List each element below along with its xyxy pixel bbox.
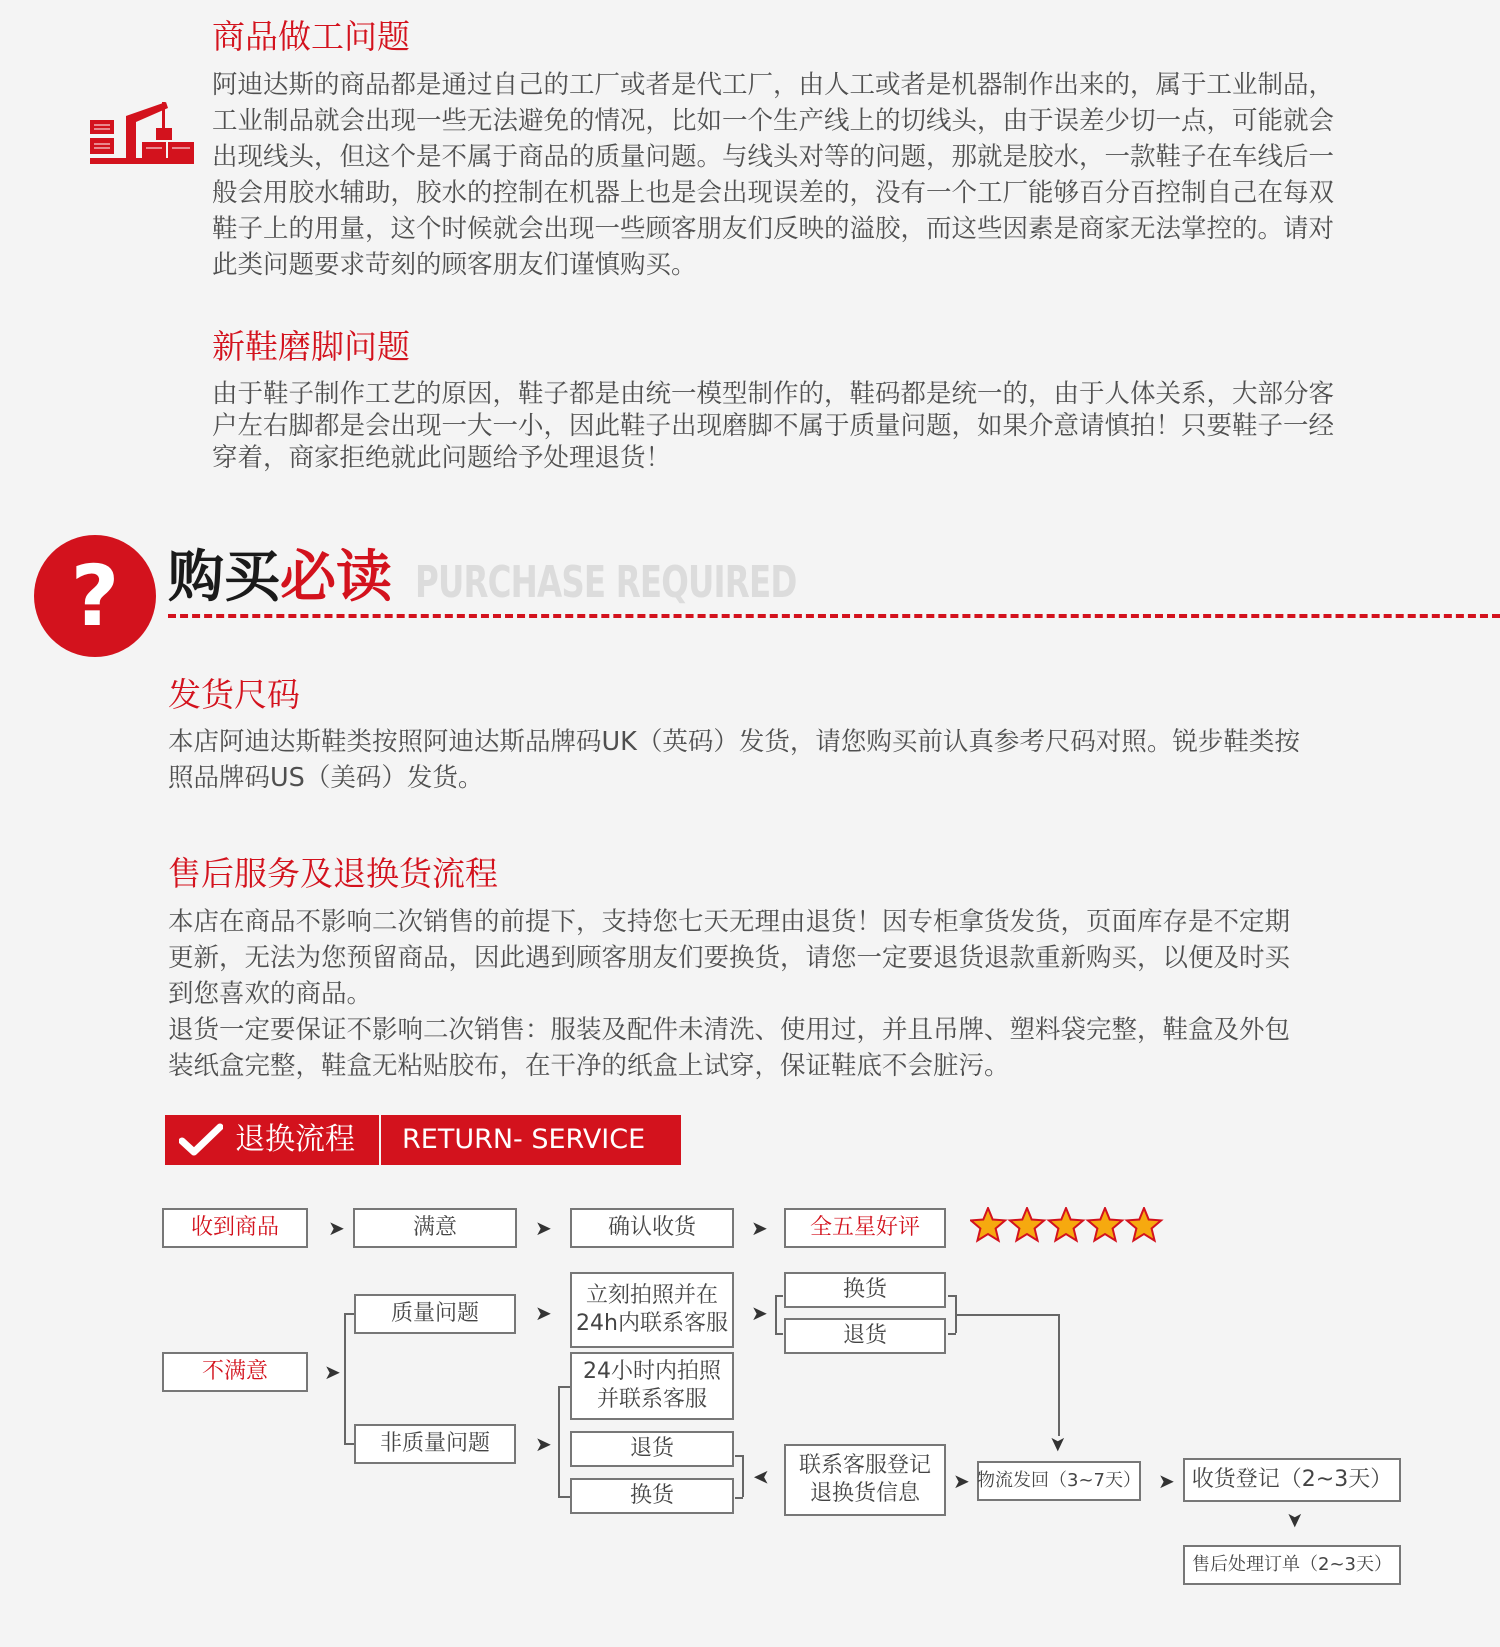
flow-register-service xyxy=(784,1444,946,1516)
paragraph-line: 穿着，商家拒绝就此问题给予处理退货！ xyxy=(212,443,672,473)
flow-photo-24h-line1: 立刻拍照并在 xyxy=(585,1283,718,1308)
section-title-new-shoe-rubbing: 新鞋磨脚问题 xyxy=(212,327,410,366)
flow-receipt-register: 收货登记（2~3天） xyxy=(1183,1458,1401,1502)
paragraph-line: 此类问题要求苛刻的顾客朋友们谨慎购买。 xyxy=(212,250,697,280)
purchase-required-title xyxy=(168,545,392,611)
flow-quality-issue: 质量问题 xyxy=(354,1294,516,1334)
bracket-line xyxy=(558,1386,570,1388)
section-body-after-sales xyxy=(168,904,1468,1084)
flow-five-star-review: 全五星好评 xyxy=(784,1208,946,1248)
arrow-left-icon: ➤ xyxy=(753,1466,770,1490)
arrow-right-icon: ➤ xyxy=(535,1432,552,1456)
branch-line xyxy=(344,1313,346,1443)
bracket-line xyxy=(735,1455,743,1457)
star-icon xyxy=(1049,1208,1083,1241)
flow-photo-in-24h-line1: 24小时内拍照 xyxy=(583,1359,721,1384)
star-icon xyxy=(1010,1208,1044,1241)
section-title-workmanship: 商品做工问题 xyxy=(212,17,410,56)
paragraph-line: 出现线头，但这个是不属于商品的质量问题。与线头对等的问题，那就是胶水，一款鞋子在车线后一 xyxy=(212,142,1335,172)
section-body-new-shoe-rubbing xyxy=(212,378,1462,474)
bracket-line xyxy=(775,1295,783,1297)
paragraph-line: 由于鞋子制作工艺的原因，鞋子都是由统一模型制作的，鞋码都是统一的，由于人体关系，大部分客 xyxy=(212,379,1335,409)
flow-refund: 退货 xyxy=(784,1318,946,1354)
bracket-line xyxy=(558,1496,570,1498)
purchase-required-english: PURCHASE REQUIRED xyxy=(415,557,797,608)
question-mark-icon: ? xyxy=(34,535,156,657)
arrow-right-icon: ➤ xyxy=(953,1469,970,1493)
title-part-purchase: 购买 xyxy=(168,545,280,610)
paragraph-line: 本店阿迪达斯鞋类按照阿迪达斯品牌码UK（英码）发货，请您购买前认真参考尺码对照。锐步鞋类按 xyxy=(168,727,1300,757)
banner-en-label: RETURN- SERVICE xyxy=(402,1124,646,1155)
branch-line xyxy=(344,1443,354,1445)
arrow-right-icon: ➤ xyxy=(751,1301,768,1325)
flow-register-line1: 联系客服登记 xyxy=(798,1453,931,1478)
paragraph-line: 工业制品就会出现一些无法避免的情况，比如一个生产线上的切线头，由于误差少切一点，可能就会 xyxy=(212,106,1335,136)
title-part-must-read: 必读 xyxy=(280,545,392,610)
paragraph-line: 本店在商品不影响二次销售的前提下，支持您七天无理由退货！因专柜拿货发货，页面库存是不定期 xyxy=(168,907,1291,937)
flow-unsatisfied: 不满意 xyxy=(162,1352,308,1392)
bracket-line xyxy=(948,1295,956,1297)
flow-logistics-return: 物流发回（3~7天） xyxy=(977,1461,1141,1501)
paragraph-line: 鞋子上的用量，这个时候就会出现一些顾客朋友们反映的溢胶，而这些因素是商家无法掌控的。请对 xyxy=(212,214,1335,244)
flow-exchange-2: 换货 xyxy=(570,1478,734,1514)
flow-process-order: 售后处理订单（2~3天） xyxy=(1183,1545,1401,1585)
flow-non-quality-issue: 非质量问题 xyxy=(354,1424,516,1464)
section-title-after-sales: 售后服务及退换货流程 xyxy=(168,854,498,893)
flow-received: 收到商品 xyxy=(162,1208,308,1248)
flow-exchange: 换货 xyxy=(784,1272,946,1308)
paragraph-line: 装纸盒完整，鞋盒无粘贴胶布，在干净的纸盒上试穿，保证鞋底不会脏污。 xyxy=(168,1051,1010,1081)
star-icon xyxy=(1088,1208,1122,1241)
flow-photo-in-24h-line2: 并联系客服 xyxy=(596,1387,707,1412)
star-icon xyxy=(971,1208,1005,1241)
paragraph-line: 般会用胶水辅助，胶水的控制在机器上也是会出现误差的，没有一个工厂能够百分百控制自己在每双 xyxy=(212,178,1335,208)
flow-photo-in-24h xyxy=(570,1352,734,1420)
bracket-line xyxy=(775,1333,783,1335)
arrow-right-icon: ➤ xyxy=(535,1301,552,1325)
branch-line xyxy=(344,1313,354,1315)
return-service-banner xyxy=(165,1115,681,1165)
flow-register-line2: 退换货信息 xyxy=(809,1481,920,1506)
paragraph-line: 更新，无法为您预留商品，因此遇到顾客朋友们要换货，请您一定要退货退款重新购买，以便及时买 xyxy=(168,943,1291,973)
paragraph-line: 户左右脚都是会出现一大一小，因此鞋子出现磨脚不属于质量问题，如果介意请慎拍！只要鞋子一经 xyxy=(212,411,1335,441)
arrow-right-icon: ➤ xyxy=(535,1216,552,1240)
arrow-right-icon: ➤ xyxy=(324,1360,341,1384)
connector-line xyxy=(1058,1314,1060,1436)
bracket-line xyxy=(735,1497,743,1499)
paragraph-line: 阿迪达斯的商品都是通过自己的工厂或者是代工厂，由人工或者是机器制作出来的，属于工业制品， xyxy=(212,70,1335,100)
flow-refund-2: 退货 xyxy=(570,1431,734,1467)
paragraph-line: 照品牌码US（美码）发货。 xyxy=(168,763,484,793)
bracket-line xyxy=(775,1295,777,1333)
section-title-shipping-size: 发货尺码 xyxy=(168,675,300,714)
banner-cn-label: 退换流程 xyxy=(235,1122,355,1157)
bracket-line xyxy=(948,1333,956,1335)
section-body-shipping-size xyxy=(168,724,1468,796)
five-star-rating-icon xyxy=(970,1207,1166,1243)
arrow-down-icon: ➤ xyxy=(1046,1435,1071,1453)
flow-confirm-receipt: 确认收货 xyxy=(570,1208,734,1248)
flow-photo-24h xyxy=(570,1272,734,1348)
banner-divider xyxy=(379,1115,381,1165)
section-body-workmanship xyxy=(212,67,1462,283)
flow-photo-24h-line2: 24h内联系客服 xyxy=(576,1311,728,1336)
arrow-down-icon: ➤ xyxy=(1283,1511,1308,1529)
dashed-divider xyxy=(168,614,1500,618)
star-icon xyxy=(1127,1208,1161,1241)
paragraph-line: 退货一定要保证不影响二次销售：服装及配件未清洗、使用过，并且吊牌、塑料袋完整，鞋盒及外包 xyxy=(168,1015,1291,1045)
arrow-right-icon: ➤ xyxy=(1158,1469,1175,1493)
checkmark-icon xyxy=(179,1123,223,1157)
connector-line xyxy=(955,1314,1058,1316)
bracket-line xyxy=(558,1386,560,1496)
arrow-right-icon: ➤ xyxy=(328,1216,345,1240)
arrow-right-icon: ➤ xyxy=(751,1216,768,1240)
flow-satisfied: 满意 xyxy=(353,1208,517,1248)
paragraph-line: 到您喜欢的商品。 xyxy=(168,979,373,1009)
factory-icon xyxy=(90,98,194,168)
bracket-line xyxy=(742,1455,744,1497)
